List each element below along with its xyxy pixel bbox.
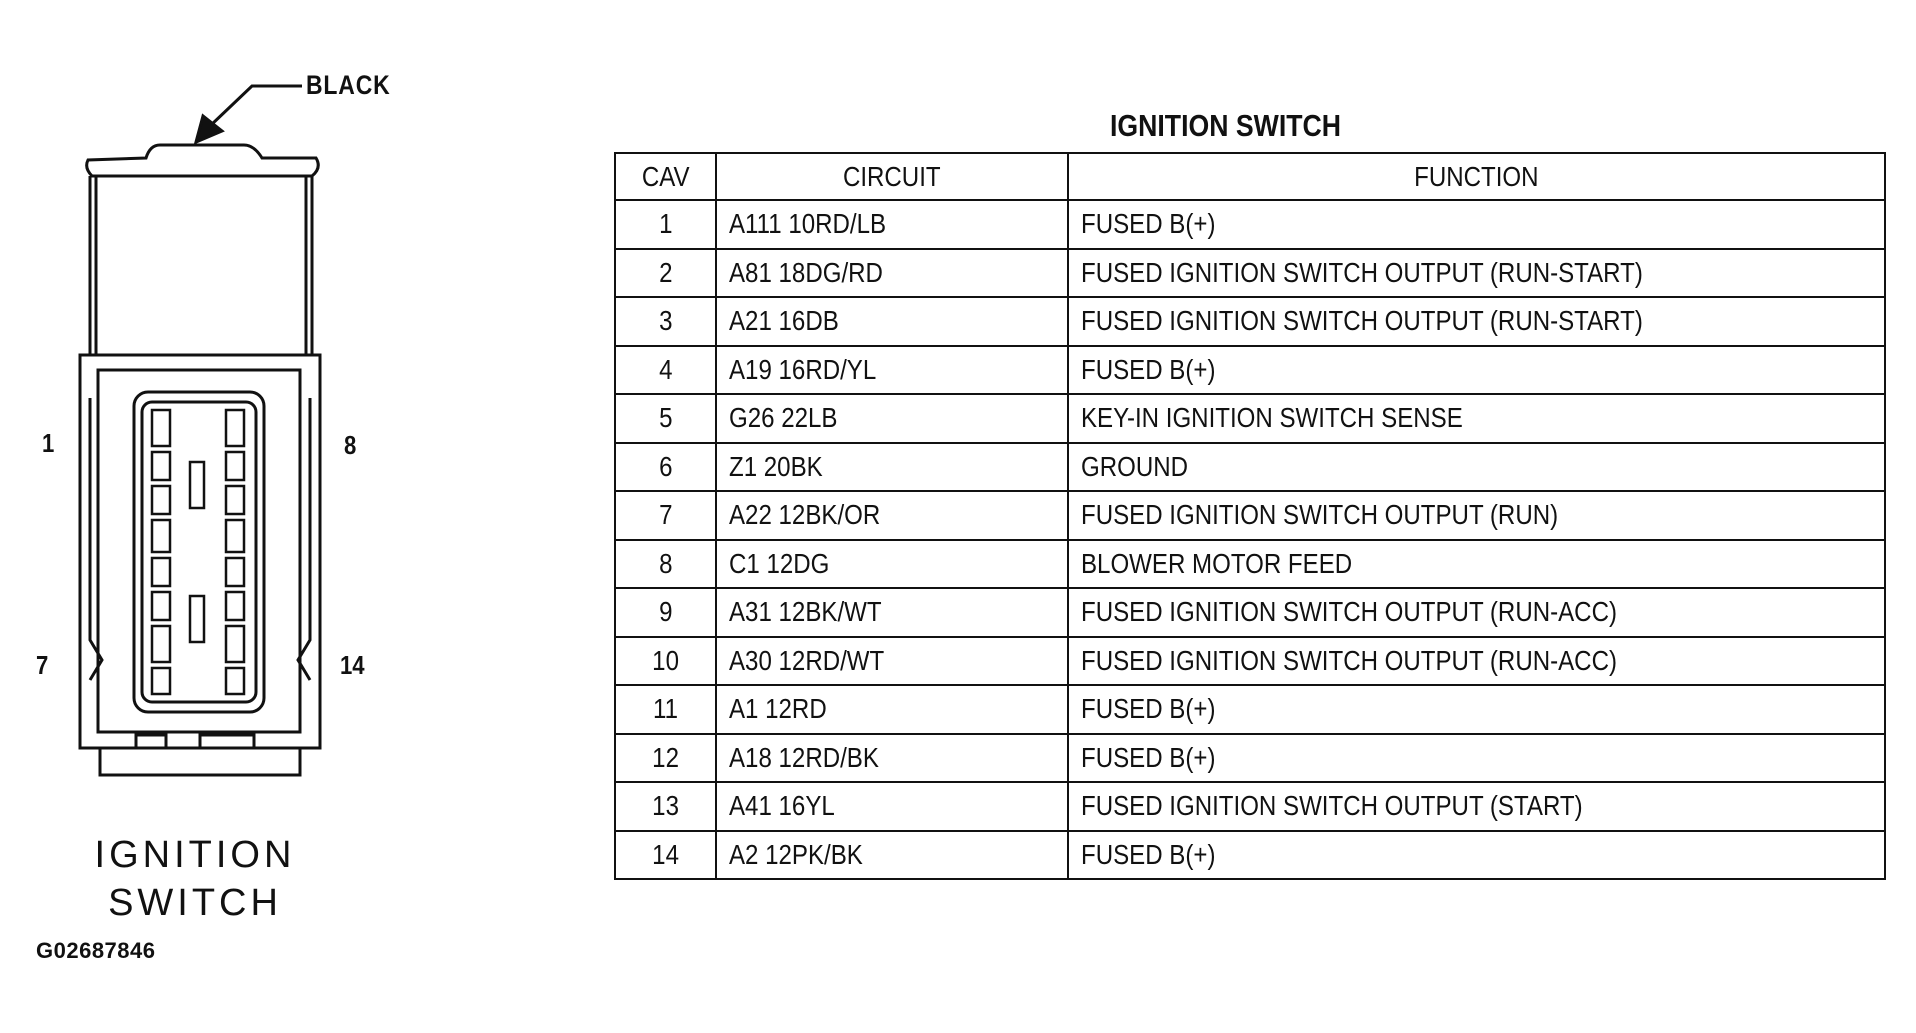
header-cav: CAV bbox=[615, 153, 716, 200]
cell-circuit: A30 12RD/WT bbox=[716, 637, 1068, 686]
cell-cav: 9 bbox=[615, 588, 716, 637]
connector-diagram bbox=[0, 0, 600, 905]
connector-color-label: BLACK bbox=[306, 70, 391, 100]
table-row bbox=[615, 540, 1885, 589]
cell-cav: 10 bbox=[615, 637, 716, 686]
pin-label-top-left: 1 bbox=[42, 428, 55, 458]
table-row bbox=[615, 297, 1885, 346]
pin-label-top-right: 8 bbox=[344, 430, 357, 460]
cell-function: FUSED B(+) bbox=[1068, 346, 1885, 395]
table-row bbox=[615, 346, 1885, 395]
cell-circuit: A22 12BK/OR bbox=[716, 491, 1068, 540]
cell-circuit: G26 22LB bbox=[716, 394, 1068, 443]
header-circuit: CIRCUIT bbox=[716, 153, 1068, 200]
cell-circuit: A81 18DG/RD bbox=[716, 249, 1068, 298]
cell-circuit: A2 12PK/BK bbox=[716, 831, 1068, 880]
cell-cav: 8 bbox=[615, 540, 716, 589]
cell-function: FUSED B(+) bbox=[1068, 734, 1885, 783]
connector-latch-top bbox=[87, 145, 319, 176]
cell-circuit: A41 16YL bbox=[716, 782, 1068, 831]
cell-function: FUSED IGNITION SWITCH OUTPUT (RUN-ACC) bbox=[1068, 637, 1885, 686]
center-keys bbox=[190, 462, 204, 642]
cell-circuit: A111 10RD/LB bbox=[716, 200, 1068, 249]
table-row bbox=[615, 588, 1885, 637]
cell-function: FUSED IGNITION SWITCH OUTPUT (RUN-START) bbox=[1068, 249, 1885, 298]
cell-function: FUSED B(+) bbox=[1068, 831, 1885, 880]
table-row bbox=[615, 394, 1885, 443]
pin-cavities-left bbox=[152, 410, 170, 694]
cell-function: FUSED IGNITION SWITCH OUTPUT (START) bbox=[1068, 782, 1885, 831]
cell-function: FUSED B(+) bbox=[1068, 200, 1885, 249]
cell-cav: 5 bbox=[615, 394, 716, 443]
table-row bbox=[615, 831, 1885, 880]
cell-function: FUSED B(+) bbox=[1068, 685, 1885, 734]
cell-circuit: A1 12RD bbox=[716, 685, 1068, 734]
connector-body bbox=[80, 355, 320, 748]
cell-function: GROUND bbox=[1068, 443, 1885, 492]
cell-function: FUSED IGNITION SWITCH OUTPUT (RUN-START) bbox=[1068, 297, 1885, 346]
table-row bbox=[615, 249, 1885, 298]
pin-cavities-right bbox=[226, 410, 244, 694]
cell-function: BLOWER MOTOR FEED bbox=[1068, 540, 1885, 589]
cell-cav: 3 bbox=[615, 297, 716, 346]
figure-id: G02687846 bbox=[36, 938, 156, 963]
cell-cav: 7 bbox=[615, 491, 716, 540]
cell-circuit: A18 12RD/BK bbox=[716, 734, 1068, 783]
table-header-row bbox=[615, 153, 1885, 200]
cell-cav: 2 bbox=[615, 249, 716, 298]
connector-title-line1: IGNITION bbox=[94, 834, 296, 876]
pin-label-bottom-left: 7 bbox=[36, 650, 49, 680]
cell-circuit: Z1 20BK bbox=[716, 443, 1068, 492]
table-row bbox=[615, 200, 1885, 249]
cell-function: FUSED IGNITION SWITCH OUTPUT (RUN) bbox=[1068, 491, 1885, 540]
table-row bbox=[615, 734, 1885, 783]
table-row bbox=[615, 685, 1885, 734]
cell-function: FUSED IGNITION SWITCH OUTPUT (RUN-ACC) bbox=[1068, 588, 1885, 637]
cell-cav: 4 bbox=[615, 346, 716, 395]
pin-label-bottom-right: 14 bbox=[340, 650, 365, 680]
cell-circuit: A31 12BK/WT bbox=[716, 588, 1068, 637]
table-row bbox=[615, 443, 1885, 492]
table-row bbox=[615, 637, 1885, 686]
cell-cav: 14 bbox=[615, 831, 716, 880]
cell-cav: 13 bbox=[615, 782, 716, 831]
connector-outline-drawing bbox=[0, 0, 600, 900]
table-title: IGNITION SWITCH bbox=[1110, 108, 1342, 143]
connector-title-line2: SWITCH bbox=[108, 882, 282, 924]
cell-circuit: A19 16RD/YL bbox=[716, 346, 1068, 395]
header-function: FUNCTION bbox=[1068, 153, 1885, 200]
cell-cav: 1 bbox=[615, 200, 716, 249]
pinout-table bbox=[614, 152, 1886, 880]
cell-cav: 11 bbox=[615, 685, 716, 734]
cell-cav: 6 bbox=[615, 443, 716, 492]
callout-leader-line bbox=[210, 86, 302, 126]
cell-function: KEY-IN IGNITION SWITCH SENSE bbox=[1068, 394, 1885, 443]
cell-cav: 12 bbox=[615, 734, 716, 783]
table-row bbox=[615, 491, 1885, 540]
table-row bbox=[615, 782, 1885, 831]
cell-circuit: A21 16DB bbox=[716, 297, 1068, 346]
cell-circuit: C1 12DG bbox=[716, 540, 1068, 589]
